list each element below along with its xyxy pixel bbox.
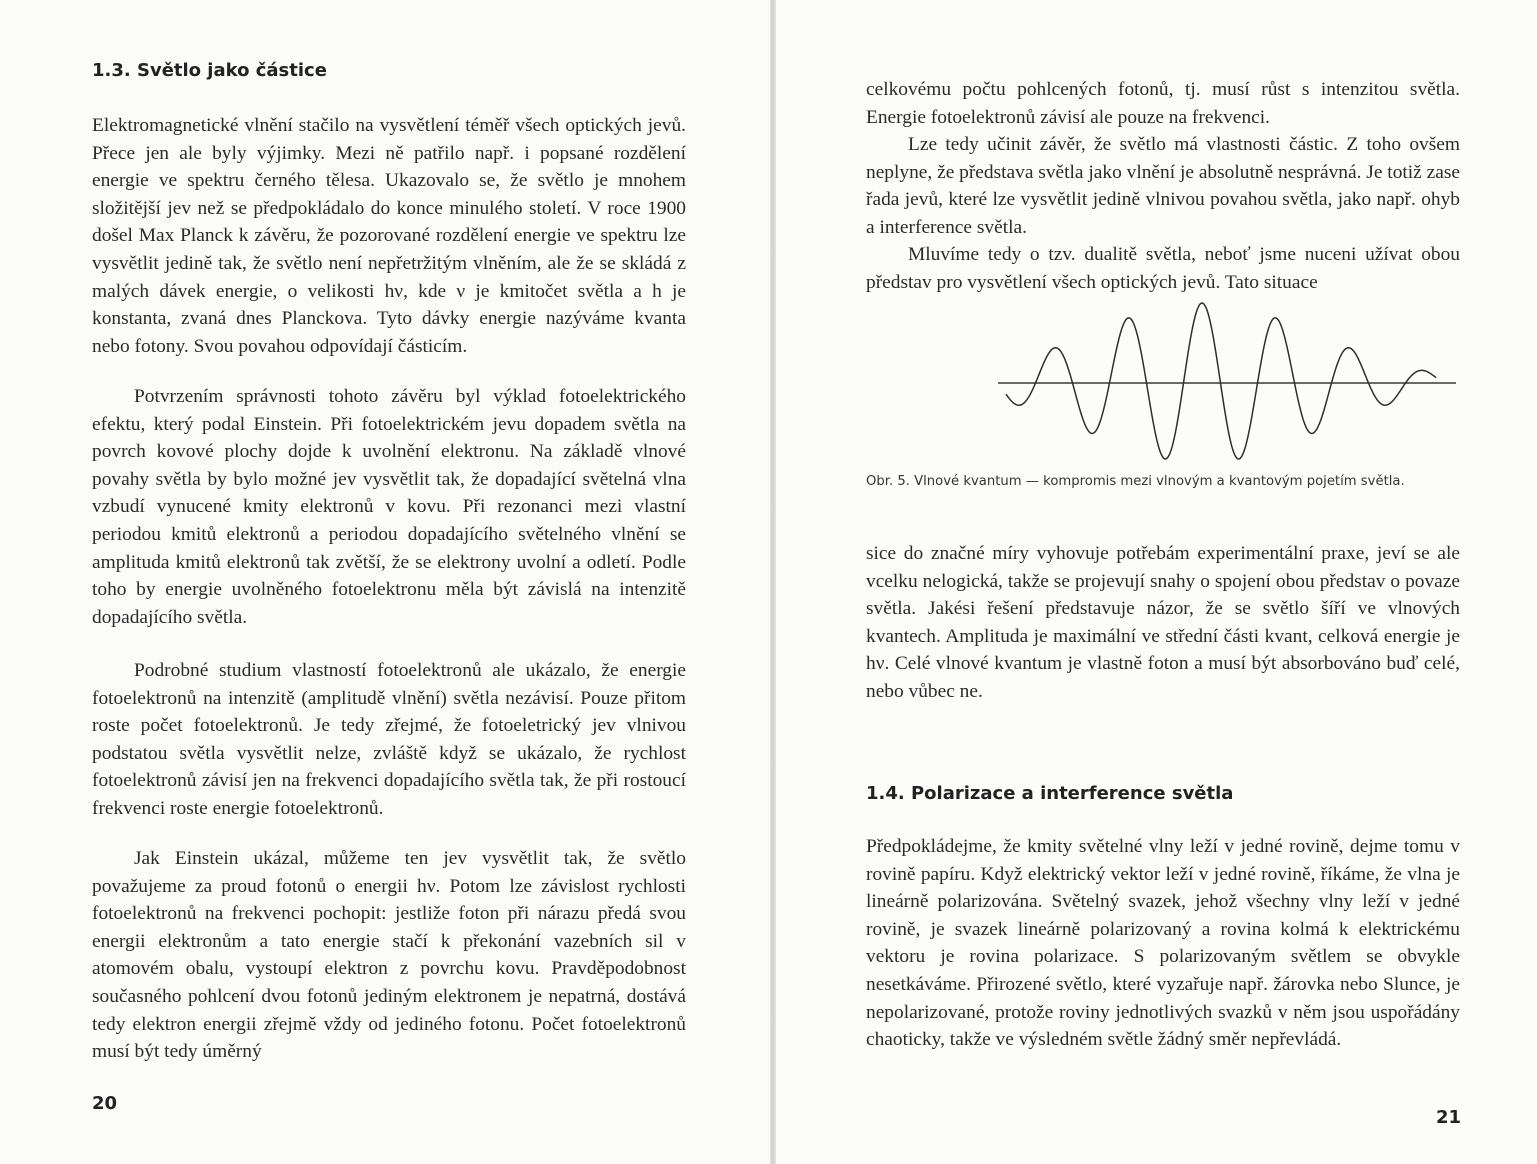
figure-caption: Obr. 5. Vlnové kvantum — kompromis mezi vlnovým a kvantovým pojetím světla. (866, 474, 1405, 489)
paragraph: Potvrzením správnosti tohoto závěru byl výklad fotoelektrického efektu, který podal Einstein. Při fotoelektrickém jevu dopadem světla na povrch kovové plochy dojde k uvolnění elektronu. Na základě vlnové povahy světla by bylo možné jev vysvětlit tak, že dopadající světelná vlna vzbudí vynucené kmity elektronů v kovu. Při rezonanci mezi vlastní periodou kmitů elektronů a periodou dopadajícího světelného vlnění se amplituda kmitů elektronů tak zvětší, že se elektrony uvolní a odletí. Podle toho by energie uvolněného fotoelektronu měla být závislá na intenzitě dopadajícího světla. (92, 386, 686, 628)
right-page (776, 0, 1537, 1164)
paragraph: Jak Einstein ukázal, můžeme ten jev vysvětlit tak, že světlo považujeme za proud fotonů o energii hν. Potom lze závislost rychlosti fotoelektronů na frekvenci pochopit: jestliže foton při nárazu předá svou energii elektronům a tato energie stačí k překonání vazebních sil v atomovém obalu, vystoupí elektron z povrchu kovu. Pravděpodobnost současného pohlcení dvou fotonů jediným elektronem je nepatrná, dostává tedy elektron energii zřejmě vždy od jediného fotonu. Počet fotoelektronů musí být tedy úměrný (92, 848, 686, 1063)
paragraph: celkovému počtu pohlcených fotonů, tj. musí růst s intenzitou světla. Energie fotoelektronů závisí ale pouze na frekvenci. (866, 79, 1460, 128)
page-number: 21 (1436, 1107, 1462, 1128)
wave-packet-figure (996, 296, 1466, 464)
paragraph: sice do značné míry vyhovuje potřebám experimentální praxe, jeví se ale vcelku nelogická, takže se projevují snahy o spojení obou představ o povaze světla. Jakési řešení představuje názor, že se světlo šíří ve vlnových kvantech. Amplituda je maximální ve střední části kvant, celková energie je hν. Celé vlnové kvantum je vlastně foton a musí být absorbováno buď celé, nebo vůbec ne. (866, 543, 1460, 702)
paragraph: Lze tedy učinit závěr, že světlo má vlastnosti částic. Z toho ovšem neplyne, že představa světla jako vlnění je absolutně nesprávná. Je totiž zase řada jevů, které lze vysvětlit jedině vlnivou povahou světla, jako např. ohyb a interference světla. (866, 134, 1460, 238)
paragraph: Mluvíme tedy o tzv. dualitě světla, neboť jsme nuceni užívat obou představ pro vysvětlení všech optických jevů. Tato situace (866, 244, 1460, 293)
paragraph: Předpokládejme, že kmity světelné vlny leží v jedné rovině, dejme tomu v rovině papíru. Když elektrický vektor leží v jedné rovině, říkáme, že vlna je lineárně polarizována. Světelný svazek, jehož všechny vlny leží v jedné rovině, je svazek lineárně polarizovaný a rovina kolmá k elektrickému vektoru je rovina polarizace. S polarizovaným světlem se obvykle nesetkáváme. Přirozené světlo, které vyzařuje např. žárovka nebo Slunce, je nepolarizované, protože roviny jednotlivých svazků v něm jsou uspořádány chaoticky, takže ve výsledném světle žádný směr nepřevládá. (866, 836, 1460, 1051)
wave-curve (1006, 303, 1436, 459)
paragraph: Elektromagnetické vlnění stačilo na vysvětlení téměř všech optických jevů. Přece jen ale byly výjimky. Mezi ně patřilo např. i popsané rozdělení energie ve spektru černého tělesa. Ukazovalo se, že světlo je mnohem složitější jev než se předpokládalo do konce minulého století. V roce 1900 došel Max Planck k závěru, že pozorované rozdělení energie ve spektru lze vysvětlit jedině tak, že světlo není nepřetržitým vlněním, ale že se skládá z malých dávek energie, o velikosti hν, kde ν je kmitočet světla a h je konstanta, zvaná dnes Planckova. Tyto dávky energie nazýváme kvanta nebo fotony. Svou povahou odpovídají částicím. (92, 115, 686, 357)
page-number: 20 (92, 1093, 118, 1114)
paragraph: Podrobné studium vlastností fotoelektronů ale ukázalo, že energie fotoelektronů na intenzitě (amplitudě vlnění) světla nezávisí. Pouze přitom roste počet fotoelektronů. Je tedy zřejmé, že fotoeletrický jev vlnivou podstatou světla vysvětlit nelze, zvláště když se ukázalo, že rychlost fotoelektronů závisí jen na frekvenci dopadajícího světla tak, že při rostoucí frekvenci roste energie fotoelektronů. (92, 660, 686, 819)
section-heading-1-3: 1.3. Světlo jako částice (92, 60, 327, 81)
section-heading-1-4: 1.4. Polarizace a interference světla (866, 783, 1234, 804)
